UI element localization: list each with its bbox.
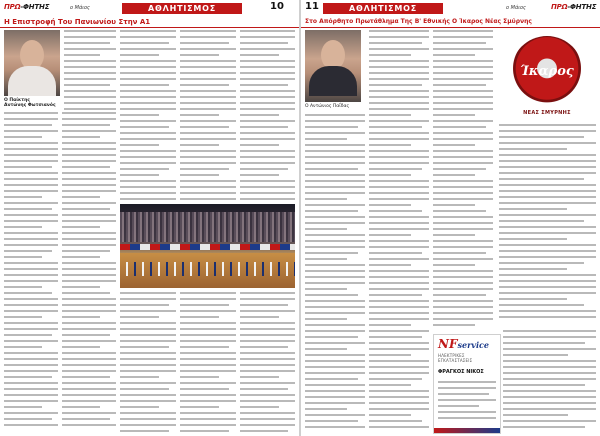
- arena-photo: [120, 204, 295, 288]
- ad-contact-name: ΦΡΑΓΚΟΣ ΝΙΚΟΣ: [438, 369, 484, 375]
- section-title: ΑΘΛΗΤΙΣΜΟΣ: [323, 3, 443, 14]
- headline-rule: [0, 27, 299, 28]
- headline: Η Επιστροφή Του Πανιωνίου Στην Α1: [4, 18, 151, 26]
- players-shape: [120, 262, 295, 276]
- text-lines: [180, 292, 236, 432]
- article-column-3: [433, 30, 493, 330]
- photo-caption: Ο Παίκτης Αντώνης Φωτσιανός: [4, 98, 56, 108]
- logo-wordmark: Ίκαρος: [520, 64, 574, 79]
- text-lines: [180, 30, 236, 202]
- issue-date: ο Μάιος: [70, 5, 90, 11]
- text-lines: [240, 292, 295, 432]
- text-lines: [503, 330, 596, 432]
- article-column-2: [369, 30, 429, 432]
- text-lines: [4, 112, 58, 430]
- banner-shape: [120, 244, 295, 250]
- ad-stripe: [434, 428, 500, 433]
- article-columns-bottom: [120, 292, 295, 432]
- team-logo: [501, 30, 596, 122]
- headline: Στο Απόρθητο Πρωτάθλημα Της Β' Εθνικής Ο Ίκαρος Νέας Σμύρνης: [305, 18, 532, 25]
- section-title: ΑΘΛΗΤΙΣΜΟΣ: [122, 3, 242, 14]
- article-columns-top: [120, 30, 295, 202]
- headline-rule: [301, 27, 600, 28]
- article-column-1: [4, 112, 116, 432]
- headline-bar: [301, 17, 600, 27]
- article-column-5: [503, 330, 596, 432]
- text-lines: [120, 292, 176, 432]
- text-lines: [120, 30, 176, 202]
- article-column-1-top: [64, 30, 116, 110]
- ad-brand: NFservice: [438, 337, 489, 351]
- text-lines: [499, 124, 596, 322]
- page-number: 11: [305, 1, 319, 12]
- player-body-shape: [8, 66, 56, 96]
- issue-date: ο Μάιος: [506, 5, 526, 11]
- crowd-shape: [120, 212, 295, 242]
- logo-subtitle: ΝΕΑΣ ΣΜΥΡΝΗΣ: [523, 110, 571, 116]
- text-lines: [433, 30, 493, 330]
- masthead-logo: ΠΡΩ-ΦΗΤΗΣ: [4, 3, 50, 11]
- advertisement[interactable]: [433, 334, 501, 434]
- text-lines: [64, 30, 116, 110]
- coach-photo: [305, 30, 361, 102]
- masthead-logo: ΠΡΩ-ΦΗΤΗΣ: [551, 3, 597, 11]
- right-page: [301, 0, 600, 436]
- person-body-shape: [309, 66, 357, 96]
- ad-text-lines: [438, 381, 496, 423]
- ad-tagline: ΗΛΕΚΤΡΙΚΕΣ ΕΓΚΑΤΑΣΤΑΣΕΙΣ: [438, 353, 473, 363]
- player-photo: [4, 30, 60, 96]
- text-lines: [369, 30, 429, 432]
- text-lines: [305, 114, 365, 432]
- text-lines: [240, 30, 295, 202]
- left-page: [0, 0, 299, 436]
- text-lines: [62, 112, 116, 430]
- article-column-4: [499, 124, 596, 324]
- headline-bar: [0, 17, 299, 27]
- article-column-1: [305, 114, 365, 432]
- photo-caption: Ο Αντώνιος Παΐδας: [305, 104, 350, 109]
- page-number: 10: [270, 1, 284, 12]
